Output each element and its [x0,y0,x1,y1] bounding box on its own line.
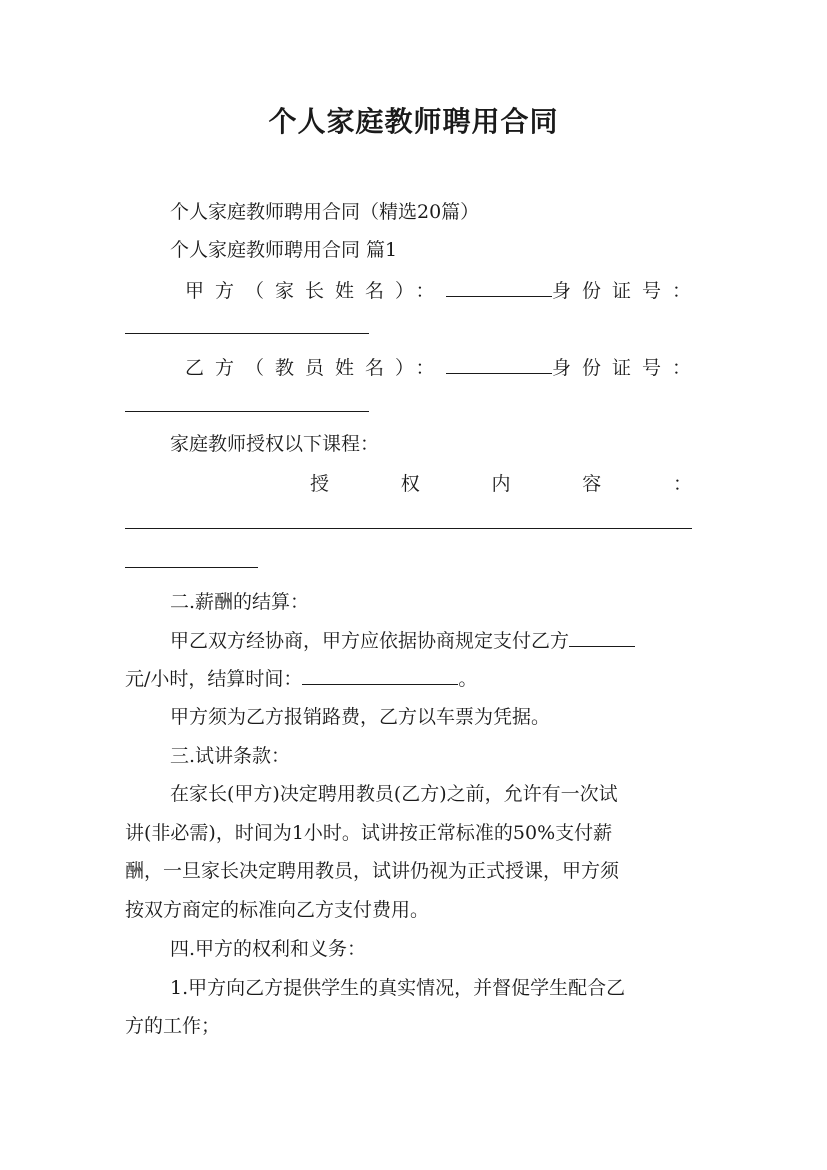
party-b-label: 乙方（教员姓名）： [185,357,446,379]
auth-content-row [310,472,692,496]
salary-line-3: 甲方须为乙方报销路费，乙方以车票为凭据。 [170,706,551,728]
courses-intro: 家庭教师授权以下课程： [170,433,380,455]
rights-heading: 四.甲方的权利和义务： [170,938,367,960]
salary-line-2-text: 元/小时，结算时间： [125,668,303,690]
document-title: 个人家庭教师聘用合同 [268,105,559,138]
party-a-id-label: 身份证号： [551,280,702,302]
auth-char: ： [672,473,692,495]
party-b-id-blank [125,411,369,412]
party-a-name-blank [446,278,552,297]
rights-line-1: 1.甲方向乙方提供学生的真实情况，并督促学生配合乙 [170,977,626,999]
party-b-id-label: 身份证号： [551,357,702,379]
section-title: 个人家庭教师聘用合同 篇1 [170,239,398,261]
rights-line-2: 方的工作； [125,1015,221,1037]
settlement-time-blank [302,666,458,685]
party-a-row [185,278,702,303]
auth-char: 权 [400,473,420,495]
salary-heading: 二.薪酬的结算： [170,591,310,613]
salary-line-1 [170,628,702,653]
auth-char: 授 [310,473,330,495]
salary-line-2 [125,666,702,691]
salary-line-2-end: 。 [458,668,478,690]
trial-heading: 三.试讲条款： [170,745,291,767]
trial-line-1: 在家长(甲方)决定聘用教员(乙方)之前，允许有一次试 [170,783,618,805]
auth-char: 内 [491,473,511,495]
auth-content-blank-2 [125,567,258,568]
salary-rate-blank [569,628,635,647]
party-b-name-blank [446,355,552,374]
trial-line-2: 讲(非必需)，时间为1小时。试讲按正常标准的50%支付薪 [125,822,613,844]
party-a-id-blank [125,333,369,334]
salary-line-1-text: 甲乙双方经协商，甲方应依据协商规定支付乙方 [170,630,570,652]
party-a-label: 甲方（家长姓名）： [185,280,446,302]
auth-content-blank-1 [125,528,692,529]
auth-char: 容 [582,473,602,495]
document-subtitle: 个人家庭教师聘用合同（精选20篇） [170,201,480,223]
trial-line-3: 酬，一旦家长决定聘用教员，试讲仍视为正式授课，甲方须 [125,860,620,882]
trial-line-4: 按双方商定的标准向乙方支付费用。 [125,899,430,921]
party-b-row [185,355,702,380]
